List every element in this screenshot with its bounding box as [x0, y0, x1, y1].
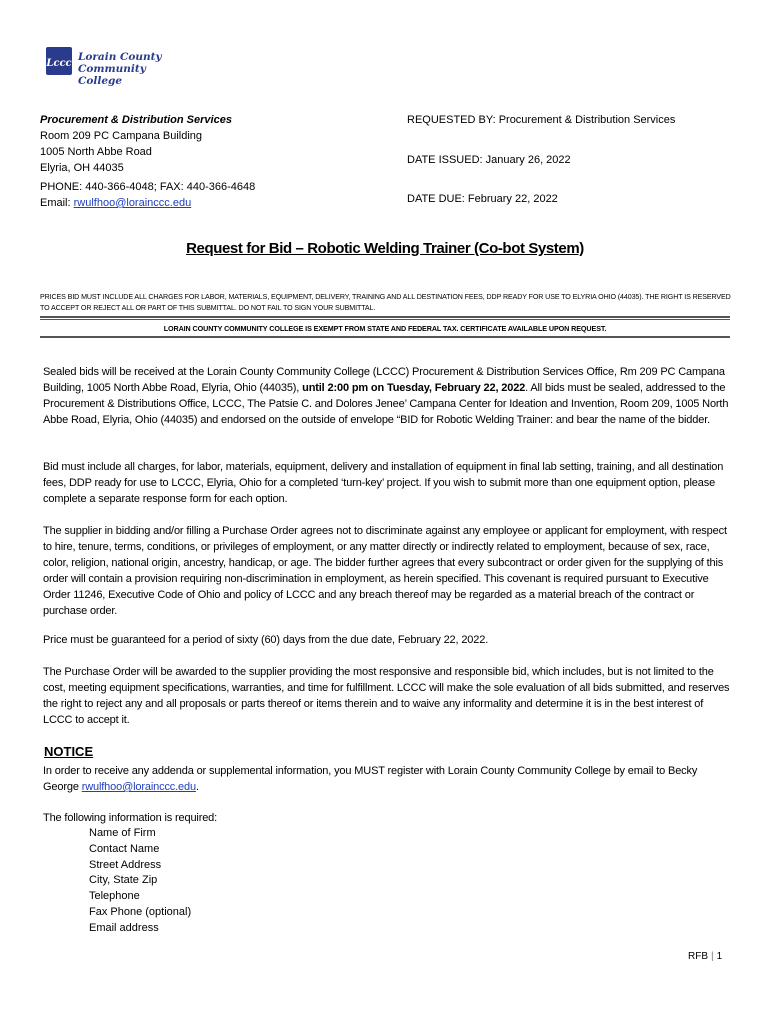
address-street: 1005 North Abbe Road	[40, 146, 152, 158]
notice-text-end: .	[195, 781, 199, 793]
list-item: Fax Phone (optional)	[89, 905, 192, 918]
list-item: Name of Firm	[89, 827, 156, 839]
list-item: City, State Zip	[89, 874, 158, 887]
email-link[interactable]: rwulfhoo@lorainccc.edu	[73, 197, 192, 209]
divider-top-thin	[40, 319, 730, 320]
deadline-text: until 2:00 pm on Tuesday, February 22, 2022	[302, 382, 526, 394]
list-item: Street Address	[89, 858, 162, 871]
address-city: Elyria, OH 44035	[40, 162, 124, 174]
logo-line-1: Lorain County	[78, 51, 162, 63]
divider-top	[40, 316, 730, 318]
tax-exempt-notice: LORAIN COUNTY COMMUNITY COLLEGE IS EXEMPT FROM STATE AND FEDERAL TAX. CERTIFICATE AVAILABLE UPON REQUEST.	[163, 324, 607, 333]
date-due: DATE DUE: February 22, 2022	[407, 193, 558, 205]
price-guarantee-paragraph: Price must be guaranteed for a period of sixty (60) days from the due date, February 22, 2022.	[43, 634, 489, 646]
phone-fax: PHONE: 440-366-4048; FAX: 440-366-4648	[40, 181, 256, 193]
document-title: Request for Bid – Robotic Welding Trainer (Co-bot System)	[186, 240, 584, 257]
page-footer	[688, 951, 722, 962]
required-info-list	[89, 826, 191, 937]
required-info-intro: The following information is required:	[43, 812, 218, 824]
email-label: Email:	[40, 197, 74, 209]
svg-text:Lccc: Lccc	[46, 58, 72, 69]
logo-line-2: Community College	[78, 63, 146, 87]
divider-bottom	[40, 336, 730, 338]
sealed-bids-text: Sealed bids will be received at the Lorain County Community College (LCCC) Procurement & Distribution Services Office, Rm 209 PC Campana Building, 1005 North Abbe Road, Elyria, Ohio (44035),	[43, 366, 725, 394]
page-number: 1	[716, 951, 723, 962]
notice-heading: NOTICE	[44, 744, 94, 759]
registration-email-link[interactable]: rwulfhoo@lorainccc.edu	[81, 781, 196, 793]
award-paragraph: The Purchase Order will be awarded to the supplier providing the most responsive and responsible bid, which includes, but is not limited to the cost, meeting equipment specifications, warranties, and time for fulfillment. LCCC will make the sole evaluation of all bids submitted, and reserves the right to reject any and all proposals or parts thereof or items therein and to waive any informality and determine it is in the best interest of LCCC to accept it.	[43, 666, 730, 726]
footer-label: RFB	[688, 951, 708, 962]
email-line	[40, 195, 370, 211]
footer-separator: |	[711, 951, 714, 962]
notice-paragraph	[43, 763, 731, 795]
list-item: Email address	[89, 921, 159, 934]
department-name: Procurement & Distribution Services	[40, 114, 232, 126]
nondiscrimination-paragraph: The supplier in bidding and/or filling a Purchase Order agrees not to discriminate against any employee or applicant for employment, with respect to hire, tenure, terms, conditions, or privileges of employment, or any matter directly or indirectly related to employment, because of sex, race, color, religion, national origin, ancestry, handicap, or age. The bidder further agrees that every subcontract or order given for the supplying of this order will contain a provision requiring non-discrimination in employment, as herein specified. This covenant is required pursuant to Executive Order 11246, Executive Code of Ohio and policy of LCCC and any breach thereof may be regarded as a material breach of the contract or purchase order.	[43, 525, 727, 617]
college-logo	[44, 45, 164, 87]
address-room: Room 209 PC Campana Building	[40, 130, 203, 142]
list-item: Contact Name	[89, 842, 160, 855]
sealed-bids-text-cont: . All bids must be sealed, addressed to the Procurement & Distributions Office, LCCC, The Patsie C. and Dolores Jenee’ Campana Center for Ideation and Invention, Room 209, 1005 North Abbe Road, Elyria, Ohio (44035) and endorsed on the outside of envelope “BID for Robotic Welding Trainer: and bear the name of the bidder.	[43, 382, 729, 426]
sealed-bids-paragraph	[43, 364, 731, 428]
notice-text: In order to receive any addenda or supplemental information, you MUST register with Lorain County Community College by email to Becky George	[43, 765, 698, 793]
lccc-logo-icon	[44, 45, 74, 77]
charges-paragraph: Bid must include all charges, for labor, materials, equipment, delivery and installation of equipment in final lab setting, training, and all destination fees, DDP ready for use to LCCC, Elyria, Ohio for a completed ‘turn-key’ project. If you wish to submit more than one equipment option, please complete a separate response form for each option.	[43, 461, 724, 505]
list-item: Telephone	[89, 890, 140, 903]
sender-address	[40, 112, 370, 211]
date-issued: DATE ISSUED: January 26, 2022	[407, 154, 571, 166]
requested-by: REQUESTED BY: Procurement & Distribution Services	[407, 114, 676, 126]
bid-terms-fineprint: PRICES BID MUST INCLUDE ALL CHARGES FOR LABOR, MATERIALS, EQUIPMENT, DELIVERY, TRAINING AND ALL DESTINATION FEES, DDP READY FOR USE TO ELYRIA OHIO (44035). THE RIGHT IS RESERVED TO ACCEPT OR REJECT ALL OR PART OF THIS SUBMITTAL. DO NOT FAIL TO SIGN YOUR SUBMITTAL.	[40, 293, 731, 312]
